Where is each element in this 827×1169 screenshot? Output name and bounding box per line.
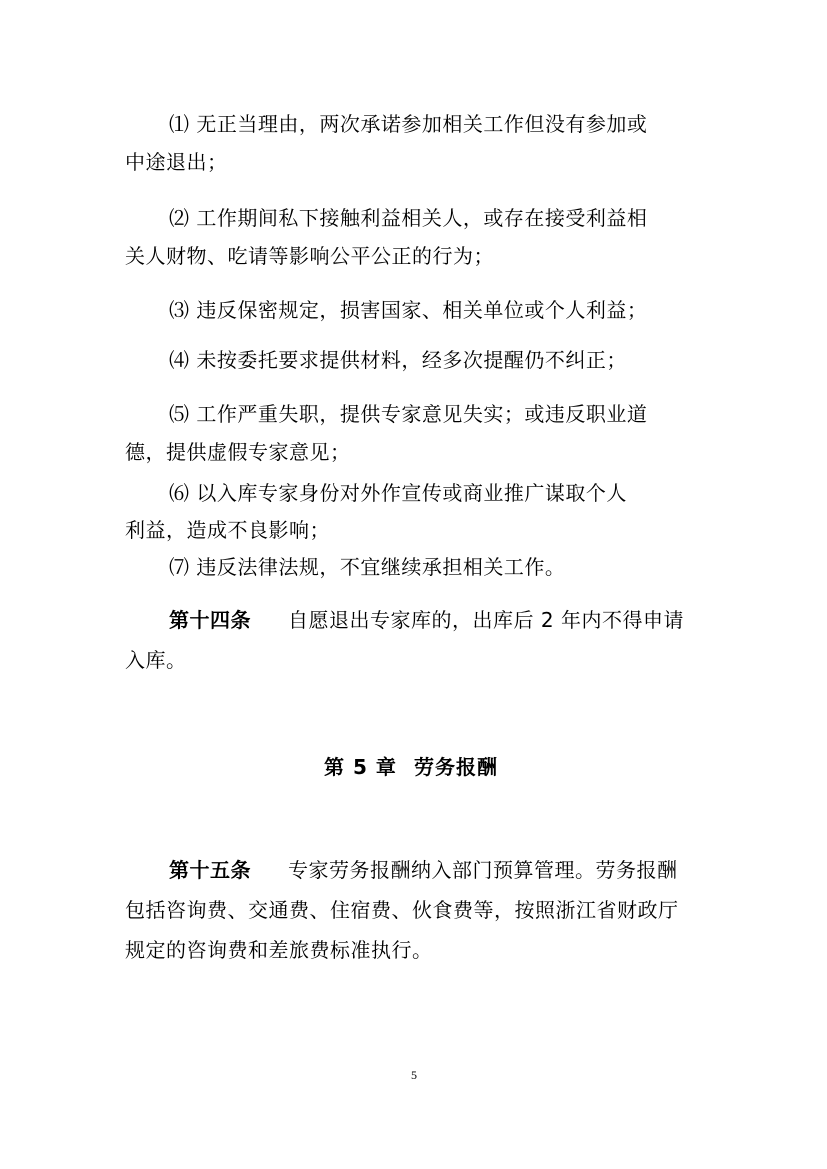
page-number: 5 [411,1068,417,1082]
item-5-line-2: 德，提供虚假专家意见； [125,440,351,464]
article-15-line-2: 包括咨询费、交通费、住宿费、伙食费等，按照浙江省财政厅 [125,898,679,922]
item-4-line-1: ⑷ 未按委托要求提供材料，经多次提醒仍不纠正； [169,348,627,372]
item-2-line-1: ⑵ 工作期间私下接触利益相关人，或存在接受利益相 [169,206,648,230]
item-1-line-2: 中途退出； [125,150,228,174]
article-15-label: 第十五条 [169,858,251,882]
item-2-line-2: 关人财物、吃请等影响公平公正的行为； [125,244,494,268]
item-3-line-1: ⑶ 违反保密规定，损害国家、相关单位或个人利益； [169,298,648,322]
item-1-line-1: ⑴ 无正当理由，两次承诺参加相关工作但没有参加或 [169,112,648,136]
item-6-line-2: 利益，造成不良影响； [125,518,330,542]
article-15-line-1: 专家劳务报酬纳入部门预算管理。劳务报酬 [288,858,678,882]
article-14-line-1: 自愿退出专家库的，出库后 2 年内不得申请 [288,608,684,632]
article-15-line-3: 规定的咨询费和差旅费标准执行。 [125,938,433,962]
chapter-title: 劳务报酬 [414,755,498,779]
item-7-line-1: ⑺ 违反法律法规，不宜继续承担相关工作。 [169,555,566,579]
chapter-number: 第 5 章 [324,755,397,779]
item-6-line-1: ⑹ 以入库专家身份对外作宣传或商业推广谋取个人 [169,481,627,505]
item-5-line-1: ⑸ 工作严重失职，提供专家意见失实；或违反职业道 [169,402,648,426]
article-14-label: 第十四条 [169,608,251,632]
article-14-line-2: 入库。 [125,648,187,672]
